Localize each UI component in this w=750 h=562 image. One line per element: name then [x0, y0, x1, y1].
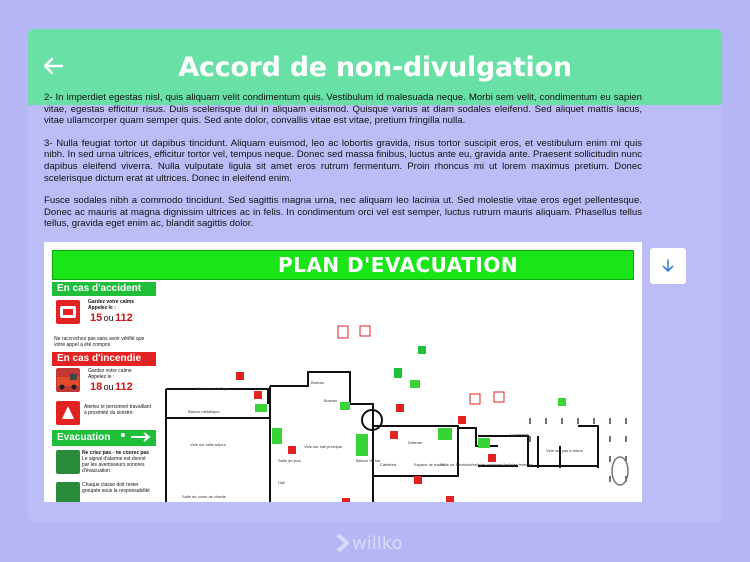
page-title: Accord de non-divulgation — [178, 51, 572, 83]
footer-brand — [336, 530, 403, 556]
exit-arrow-icon — [117, 432, 153, 442]
room-label: Balcon métallique — [188, 409, 220, 414]
floor-plan — [158, 286, 634, 502]
room-label: Salle de Réunion — [440, 462, 471, 467]
evacuation-label: Evacuation — [57, 432, 111, 443]
accident-numbers — [90, 312, 133, 324]
plan-title: PLAN D'EVACUATION — [277, 253, 519, 277]
room-label: Salle de jeux — [278, 458, 301, 463]
incendie-num2: 112 — [115, 381, 133, 393]
evacuation-item1-text: Le signal d'alarme est donné par les avertisseurs sonores d'évacuation — [82, 456, 146, 474]
evacuation-item2-text: groupée sous la responsabilité — [82, 488, 150, 494]
scroll-down-button[interactable] — [650, 248, 686, 284]
accident-heading: En cas d'accident — [52, 282, 156, 296]
evacuation-block-1 — [54, 450, 156, 480]
no-run-icon — [56, 450, 80, 474]
incendie-or: ou — [103, 382, 114, 392]
accident-or: ou — [103, 313, 114, 323]
room-label: Vide sur pas a rebus — [546, 448, 583, 453]
fire-truck-icon — [56, 368, 80, 392]
paragraph-4: Fusce sodales nibh a commodo tincidunt. Sed sagittis magna urna, nec aliquam leo lacinia ut. Sed molestie vitae eros eget pellentesque. Donec ac mauris at magna dignissim ultrices ac in felis. In condimentum orci vel est semper, luctus rutrum mauris aliquam. Phasellus tellus tellus, gravida eget enim ac, blandit sagittis dolor. — [44, 195, 642, 230]
room-label: Vestiaire femmes — [502, 462, 533, 467]
incendie-heading: En cas d'incendie — [52, 352, 156, 366]
room-label: Vide sur salle séjour — [190, 442, 226, 447]
plan-legend — [52, 282, 158, 502]
evacuation-item2-title: Chaque classe doit rester — [82, 482, 139, 488]
room-label: Espace de travail — [414, 462, 445, 467]
incendie-block — [54, 368, 156, 398]
room-label: Cafétéria — [380, 462, 397, 467]
room-label: Vestiaire hommes — [470, 462, 502, 467]
arrow-down-icon — [661, 259, 675, 273]
accident-num2: 112 — [115, 312, 133, 324]
document-text — [44, 92, 642, 241]
room-label: Salle de cours de chants — [182, 494, 226, 499]
accident-line1: Gardez votre calme — [88, 299, 135, 305]
footer-brand-text: willko — [352, 532, 403, 554]
room-label: Vide sur hall principal — [304, 444, 342, 449]
incendie-line2: Appelez le : — [88, 374, 115, 380]
incendie-note-block — [54, 400, 156, 426]
incendie-note: Alertez le personnel travaillant à proximité du sinistre — [84, 404, 151, 416]
paragraph-2: 2- In imperdiet egestas nisl, quis aliquam velit condimentum quis. Vestibulum id malesuada neque. Morbi sem velit, condimentum eu sapien vitae, egestas efficitur risus. Duis scelerisque dui in aliquam euismod. Quisque varius at diam sodales eleifend. Sed aliquet mattis lacus, vitae ullamcorper quam semper quis. Sed ante dolor, convallis vitae est vitae, pretium fringilla nulla. — [44, 92, 642, 127]
incendie-numbers — [90, 381, 133, 393]
room-label: Hall — [278, 480, 285, 485]
evacuation-block-2 — [54, 482, 156, 502]
willko-logo-icon — [336, 533, 350, 553]
phone-icon — [56, 300, 80, 324]
room-label: Bureau — [324, 398, 337, 403]
incendie-num1: 18 — [90, 381, 103, 393]
room-label: Balcon du bar — [356, 458, 381, 463]
accident-num1: 15 — [90, 312, 103, 324]
alarm-icon — [56, 401, 80, 425]
evacuation-item1-title: Ne criez pas - ne courez pas — [82, 450, 149, 456]
arrow-left-icon — [41, 54, 65, 78]
room-label: Détente — [408, 440, 423, 445]
accident-block — [54, 298, 156, 334]
incendie-line1: Gardez votre calme — [88, 368, 132, 374]
evacuation-plan-image — [44, 242, 642, 502]
room-label: Logement — [510, 432, 528, 437]
back-button[interactable] — [38, 51, 68, 81]
room-label: Vide sur métallique — [196, 386, 230, 391]
room-label: Bureau — [311, 380, 324, 385]
accident-line2: Appelez le : — [88, 305, 116, 311]
accident-note: Ne raccrochez pas sans avoir vérifié que votre appel a été compris — [54, 336, 145, 348]
group-icon — [56, 482, 80, 502]
paragraph-3: 3- Nulla feugiat tortor ut dapibus tincidunt. Aliquam euismod, leo ac lobortis gravida, risus tortor suscipit eros, et vestibulum enim mi quis nibh. In sed urna ultrices, efficitur tortor vel, tempus neque. Donec sed massa finibus, luctus ante eu, gravida ante. Praesent sollicitudin nunc dapibus eleifend viverra. Nulla vulputate ligula sit amet eros rutrum fermentum. Proin rhoncus mi ut lorem maximus pretium. Donec scelerisque dictum erat at ultrices. Donec in eleifend enim. — [44, 137, 642, 184]
evacuation-heading — [52, 430, 156, 446]
